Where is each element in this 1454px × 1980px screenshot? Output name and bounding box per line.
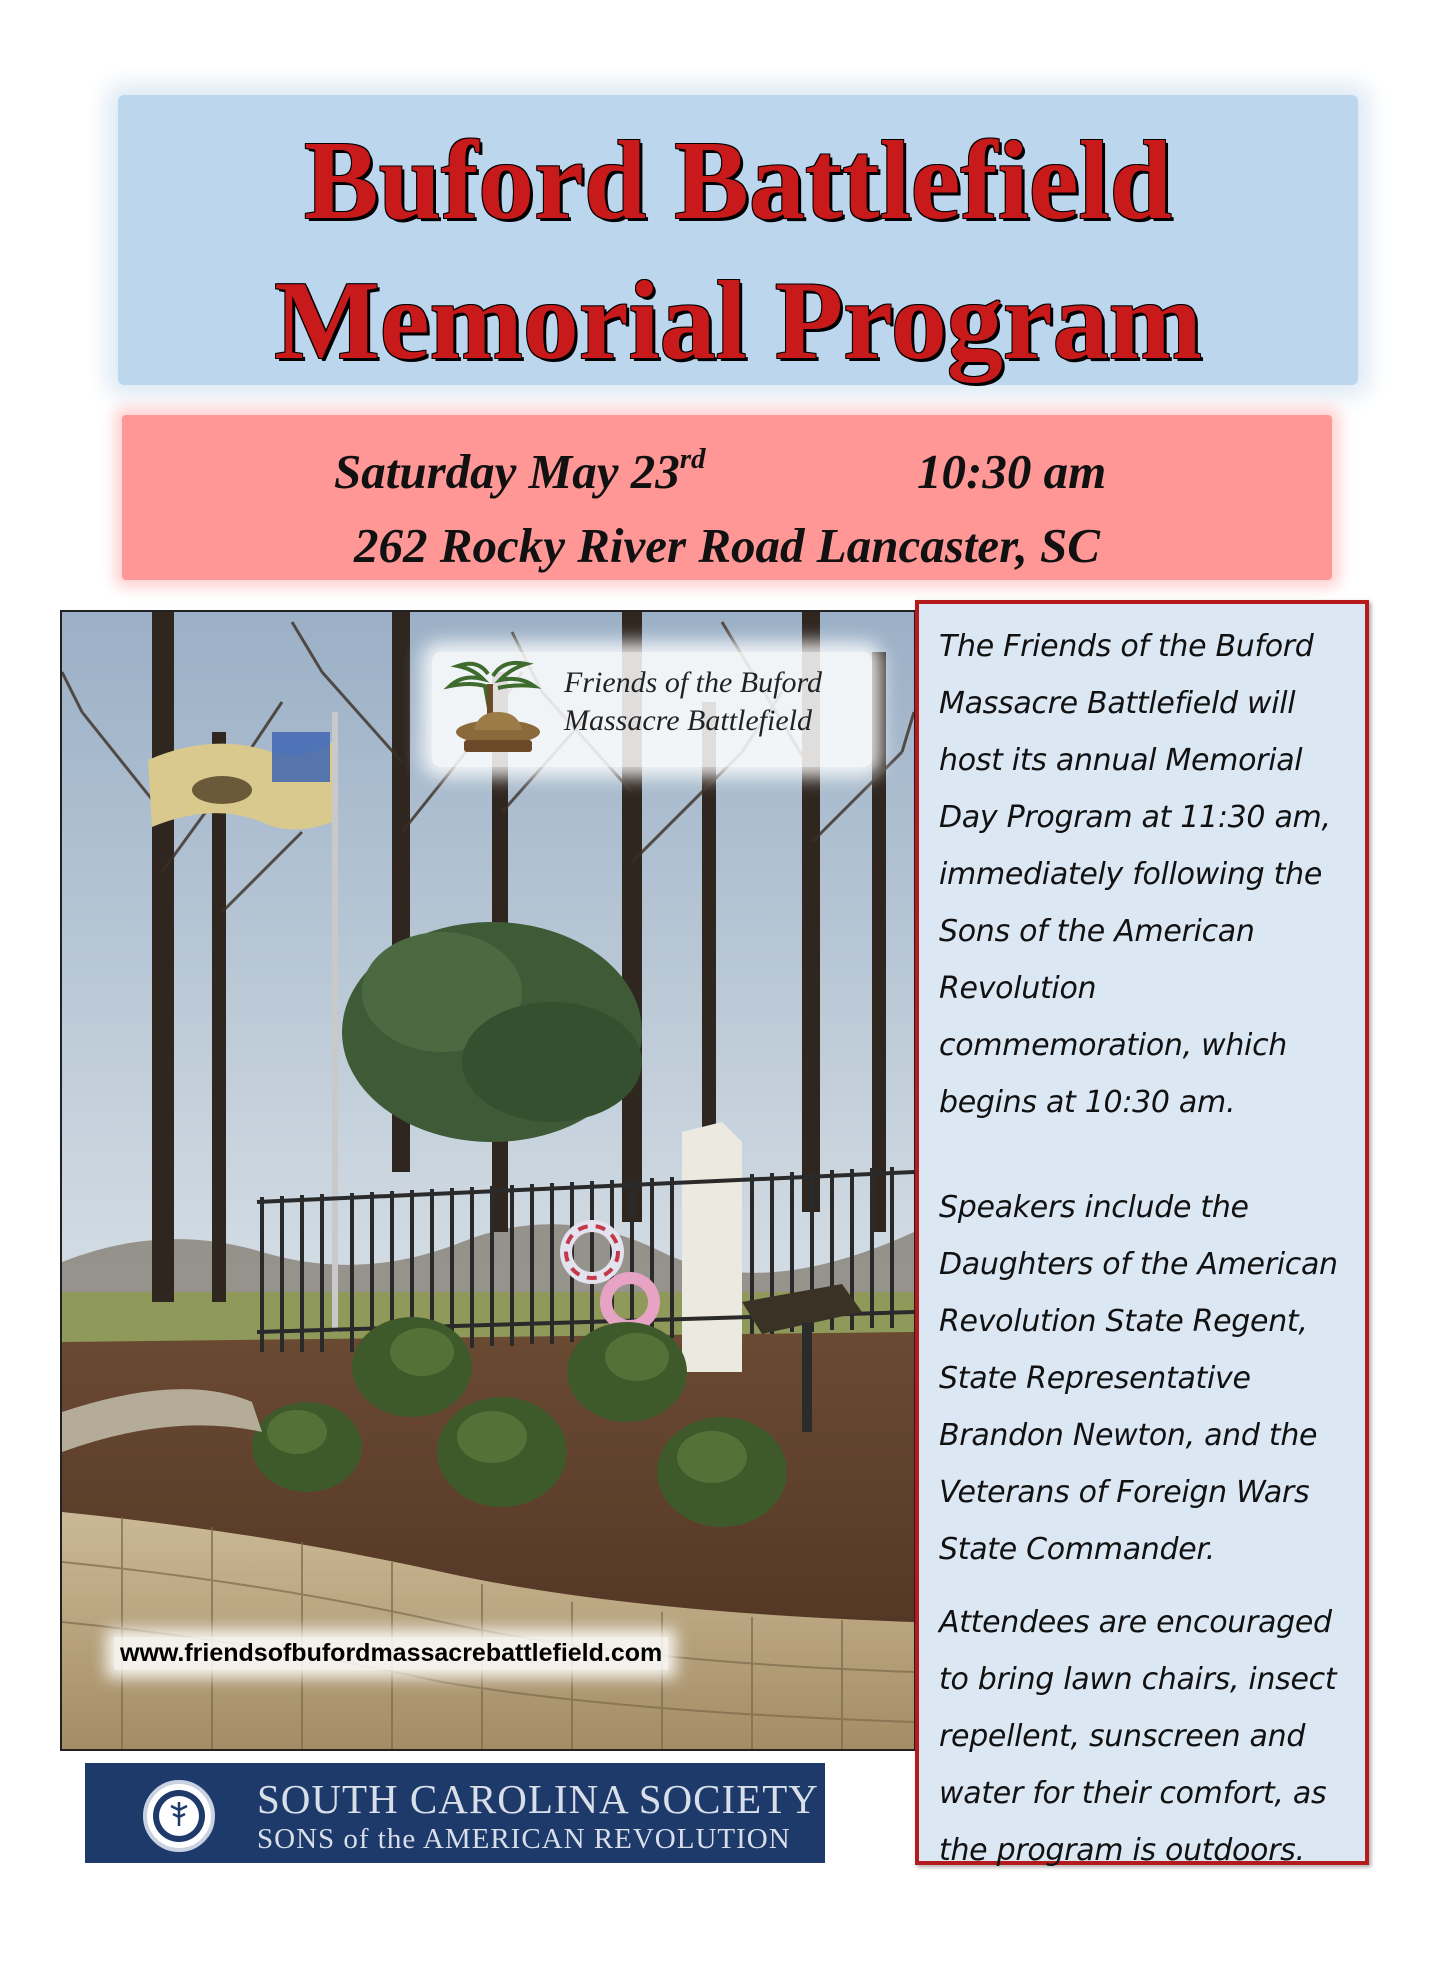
memorial-scene-illustration (62, 612, 914, 1749)
event-date: Saturday May 23rd (334, 442, 706, 499)
sar-line-1: SOUTH CAROLINA SOCIETY (257, 1776, 819, 1822)
palmetto-seal-icon (147, 1784, 211, 1848)
description-paragraph-1: The Friends of the Buford Massacre Battlefield will host its annual Memorial Day Program at 11:30 am, immediately following the Sons of the American Revolution commemoration, which begins at 10:30 am. (939, 629, 1331, 1120)
friends-logo (432, 652, 872, 767)
friends-logo-line-1: Friends of the Buford (564, 666, 823, 699)
sar-seal-icon (143, 1780, 215, 1852)
event-time: 10:30 am (917, 444, 1107, 499)
title-line-1: Buford Battlefield (304, 119, 1172, 243)
event-address: 262 Rocky River Road Lancaster, SC (354, 518, 1100, 573)
event-info-banner (122, 415, 1332, 580)
description-paragraph-3: Attendees are encouraged to bring lawn chairs, insect repellent, sunscreen and water for their comfort, as the program is outdoors. (939, 1605, 1337, 1868)
title-banner (118, 95, 1358, 385)
description-paragraph-2: Speakers include the Daughters of the American Revolution State Regent, State Representative Brandon Newton, and the Veterans of Foreign Wars State Commander. (939, 1190, 1338, 1567)
palmetto-hat-logo-icon (438, 654, 558, 764)
sar-line-2: SONS of the AMERICAN REVOLUTION (257, 1823, 791, 1855)
website-url[interactable]: www.friendsofbufordmassacrebattlefield.com (114, 1637, 668, 1670)
sar-logo-banner (85, 1763, 825, 1863)
friends-logo-text (564, 664, 822, 740)
title-line-2: Memorial Program (274, 259, 1202, 383)
friends-logo-line-2: Massacre Battlefield (564, 704, 812, 737)
date-suffix: rd (679, 442, 706, 475)
memorial-photo (60, 610, 916, 1751)
description-box (915, 600, 1369, 1868)
